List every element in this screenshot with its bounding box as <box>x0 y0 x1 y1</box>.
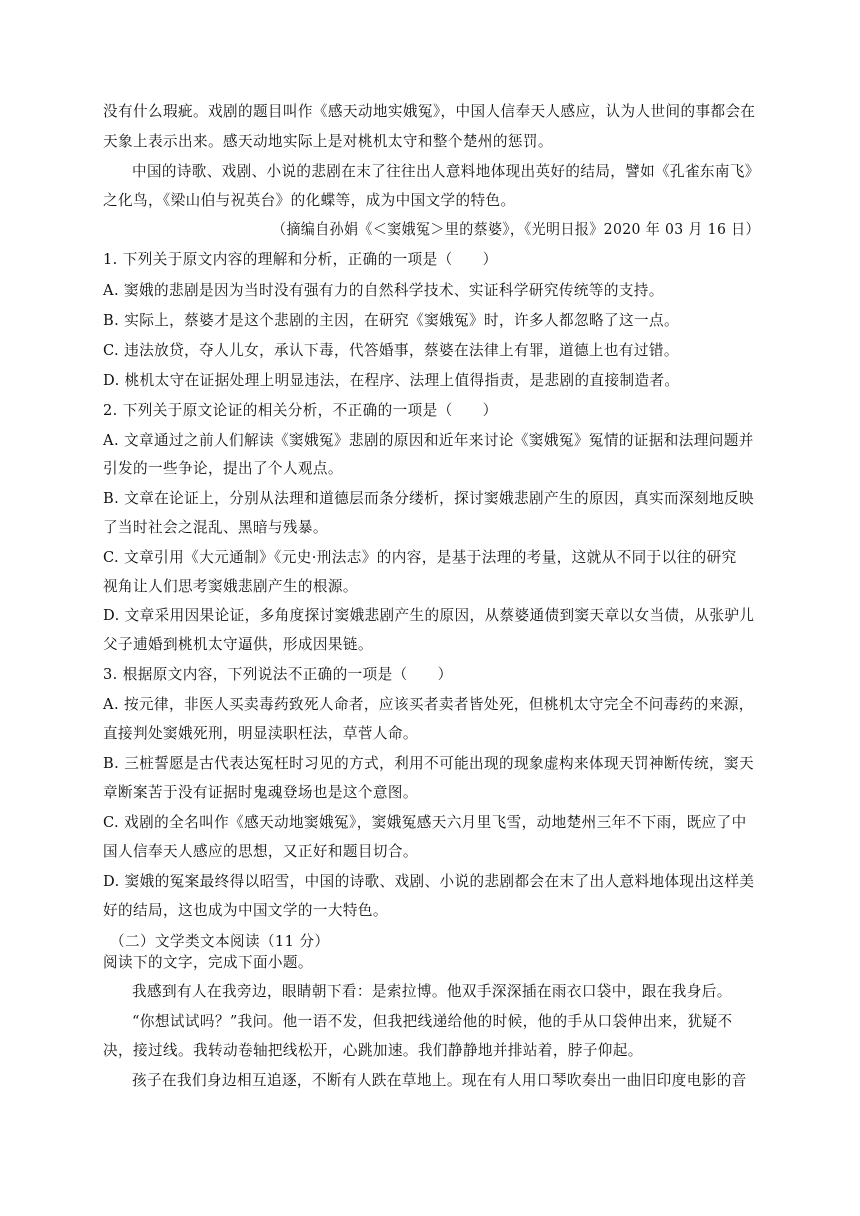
question-3-option-b-cont: 章断案苦于没有证据时鬼魂登场也是这个意图。 <box>103 784 418 801</box>
paragraph-line: 中国的诗歌、戏剧、小说的悲剧在末了往往出人意料地体现出英好的结局，譬如《孔雀东南飞》 <box>132 163 760 180</box>
question-3-option-d-cont: 好的结局，这也成为中国文学的一大特色。 <box>103 902 388 919</box>
question-2-option-d-cont: 父子逋婚到桃机太守逼供，形成因果链。 <box>103 636 373 653</box>
question-3-option-c-cont: 国人信奉天人感应的思想，又正好和题目切合。 <box>103 843 418 860</box>
question-1-stem: 1. 下列关于原文内容的理解和分析，正确的一项是（ ） <box>103 251 498 268</box>
question-3-option-c: C. 戏剧的全名叫作《感天动地窦娥冤》，窦娥冤感天六月里飞雪，动地楚州三年不下雨，既应了中 <box>103 814 747 831</box>
instruction-line: 阅读下的文字，完成下面小题。 <box>103 954 313 971</box>
paragraph-line: “你想试试吗？”我问。他一语不发，但我把线递给他的时候，他的手从口袋伸出来，犹疑不 <box>132 1013 733 1030</box>
question-2-option-a-cont: 引发的一些争论，提出了个人观点。 <box>103 460 343 477</box>
paragraph-line: 孩子在我们身边相互追逐，不断有人跌在草地上。现在有人用口琴吹奏出一曲旧印度电影的音 <box>132 1072 747 1089</box>
question-1-option-b: B. 实际上，蔡婆才是这个悲剧的主因，在研究《窦娥冤》时，许多人都忽略了这一点。 <box>103 312 679 329</box>
question-3-option-d: D. 窦娥的冤案最终得以昭雪，中国的诗歌、戏剧、小说的悲剧都会在末了出人意料地体现出这样美 <box>103 873 755 890</box>
question-3-option-b: B. 三桩誓愿是古代表达冤枉时习见的方式，利用不可能出现的现象虚构来体现天罚神断传统，窦天 <box>103 755 754 772</box>
question-1-option-a: A. 窦娥的悲剧是因为当时没有强有力的自然科学技术、实证科学研究传统等的支持。 <box>103 282 664 299</box>
question-2-option-a: A. 文章通过之前人们解读《窦娥冤》悲剧的原因和近年来讨论《窦娥冤》冤情的证据和法理问题并 <box>103 432 754 449</box>
section-heading: （二）文学类文本阅读（11 分） <box>110 933 330 950</box>
question-3-stem: 3. 根据原文内容，下列说法不正确的一项是（ ） <box>103 666 453 683</box>
question-2-option-d: D. 文章采用因果论证，多角度探讨窦娥悲剧产生的原因，从蔡婆通债到窦天章以女当债，从张驴儿 <box>103 607 755 624</box>
question-2-option-b: B. 文章在论证上，分别从法理和道德层而条分缕析，探讨窦娥悲剧产生的原因，真实而深刻地反映 <box>103 490 754 507</box>
paragraph-line: 我感到有人在我旁边，眼睛朝下看：是索拉博。他双手深深插在雨衣口袋中，跟在我身后。 <box>132 983 732 1000</box>
question-2-option-c-cont: 视角让人们思考窦娥悲剧产生的根源。 <box>103 578 358 595</box>
question-3-option-a-cont: 直接判处窦娥死刑，明显渎职枉法，草菅人命。 <box>103 725 418 742</box>
paragraph-line: 决，接过线。我转动卷轴把线松开，心跳加速。我们静静地并排站着，脖子仰起。 <box>103 1042 643 1059</box>
question-1-option-d: D. 桃机太守在证据处理上明显违法，在程序、法理上值得指责，是悲剧的直接制造者。 <box>103 372 680 389</box>
paragraph-line: 没有什么瑕疵。戏剧的题目叫作《感天动地实娥冤》，中国人信奉天人感应，认为人世间的事都会在 <box>103 103 756 120</box>
question-2-stem: 2. 下列关于原文论证的相关分析，不正确的一项是（ ） <box>103 402 498 419</box>
source-citation: （摘编自孙娟《＜窦娥冤＞里的蔡婆》，《光明日报》2020 年 03 月 16 日） <box>272 221 760 238</box>
question-2-option-b-cont: 了当时社会之混乱、黑暗与残暴。 <box>103 519 328 536</box>
question-3-option-a: A. 按元律，非医人买卖毒药致死人命者，应该买者卖者皆处死，但桃机太守完全不问毒药的来源， <box>103 696 754 713</box>
question-1-option-c: C. 违法放贷，夺人儿女，承认下毒，代答婚事，蔡婆在法律上有罪，道德上也有过错。 <box>103 342 679 359</box>
paragraph-line: 天象上表示出来。感天动地实际上是对桃机太守和整个楚州的惩罚。 <box>103 133 553 150</box>
paragraph-line: 之化鸟，《梁山伯与祝英台》的化蝶等，成为中国文学的特色。 <box>103 192 516 209</box>
question-2-option-c: C. 文章引用《大元通制》《元史·刑法志》的内容，是基于法理的考量，这就从不同于以往的研究 <box>103 549 737 566</box>
